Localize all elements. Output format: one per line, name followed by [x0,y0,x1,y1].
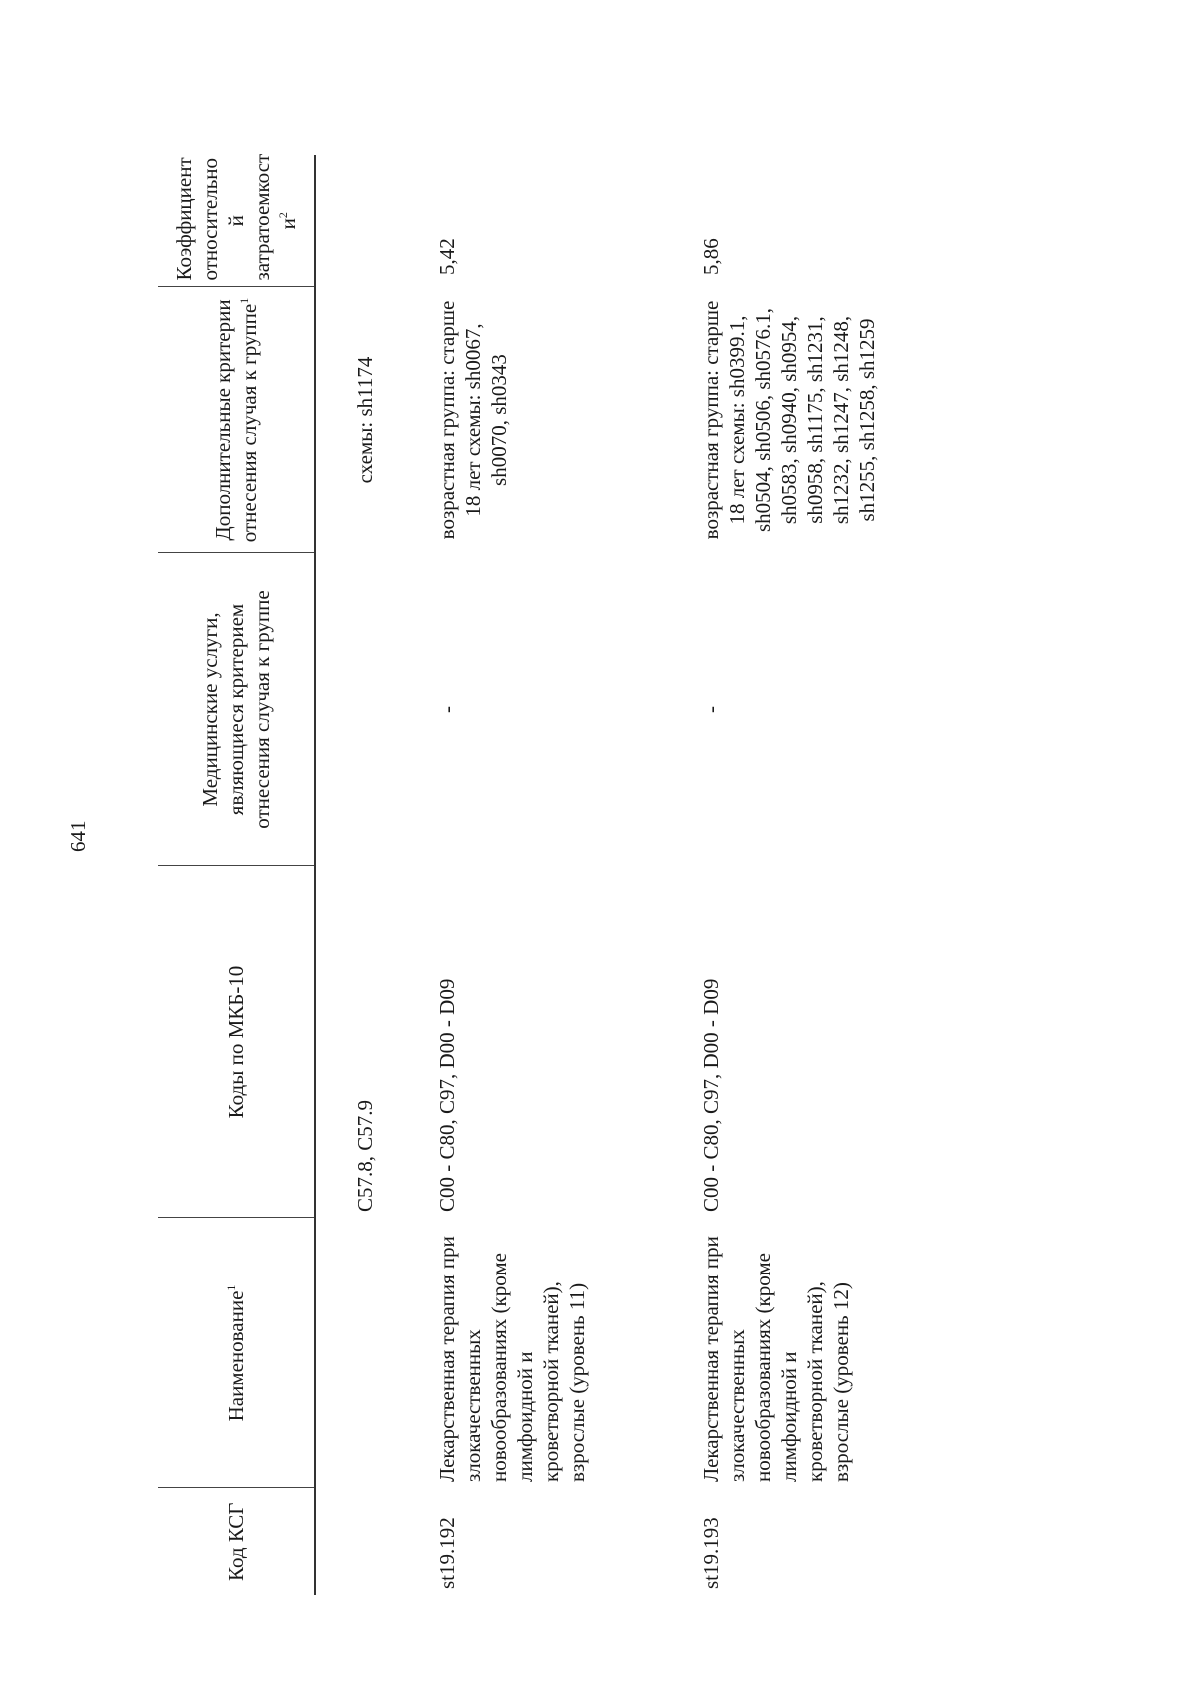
header-code [158,1488,315,1595]
cell-name: Лекарственная терапия при злокачественных новообразованиях (кроме лимфоидной и кроветворной тканей), взрослые (уровень 12) [699,1236,853,1482]
cell-icd: C00 - C80, C97, D00 - D09 [435,978,459,1212]
header-coef-label: Коэффициент относительно й затратоемкост и [172,153,300,281]
table-header-row [158,155,315,1595]
cell-criteria: схемы: sh1174 [353,356,377,484]
header-coef-footnote: 2 [276,212,290,219]
cell-icd: C57.8, C57.9 [353,1099,377,1212]
header-name [158,1218,315,1488]
table-row [696,155,908,1595]
header-code-label: Код КСГ [224,1502,248,1581]
header-icd-label: Коды по МКБ-10 [224,965,248,1119]
table-row [432,155,696,1595]
header-criteria-footnote: 1 [237,297,251,304]
cell-criteria: возрастная группа: старше 18 лет схемы: sh0067, sh0070, sh0343 [435,300,511,540]
cell-coef: 5,42 [435,238,459,275]
cell-coef: 5,86 [699,238,723,275]
cell-icd: C00 - C80, C97, D00 - D09 [699,978,723,1212]
cell-criteria: возрастная группа: старше 18 лет схемы: sh0399.1, sh0504, sh0506, sh0576.1, sh0583, sh0940, sh0954, sh0958, sh1175, sh1231, sh1232, sh1247, sh1248, sh1255, sh1258, sh1259 [699,300,879,540]
page-number: 641 [66,820,90,852]
cell-name [315,1218,432,1488]
cell-services: - [699,706,723,713]
header-services-label: Медицинские услуги, являющиеся критерием отнесения случая к группе [198,590,274,829]
header-name-footnote: 1 [224,1284,238,1291]
header-criteria [158,287,315,553]
header-icd [158,866,315,1218]
header-coef [158,155,315,287]
tariff-table [158,155,908,1595]
cell-services: - [435,706,459,713]
cell-code: st19.193 [699,1517,723,1589]
tariff-table-container [158,155,998,1595]
cell-coef [315,155,432,287]
cell-services [315,553,432,866]
cell-code: st19.192 [435,1517,459,1589]
header-services [158,553,315,866]
cell-code [315,1488,432,1595]
header-criteria-label: Дополнительные критерии отнесения случая к группе [211,299,261,543]
table-row [315,155,432,1595]
header-name-label: Наименование [224,1290,248,1422]
cell-name: Лекарственная терапия при злокачественных новообразованиях (кроме лимфоидной и кроветворной тканей), взрослые (уровень 11) [435,1236,589,1482]
